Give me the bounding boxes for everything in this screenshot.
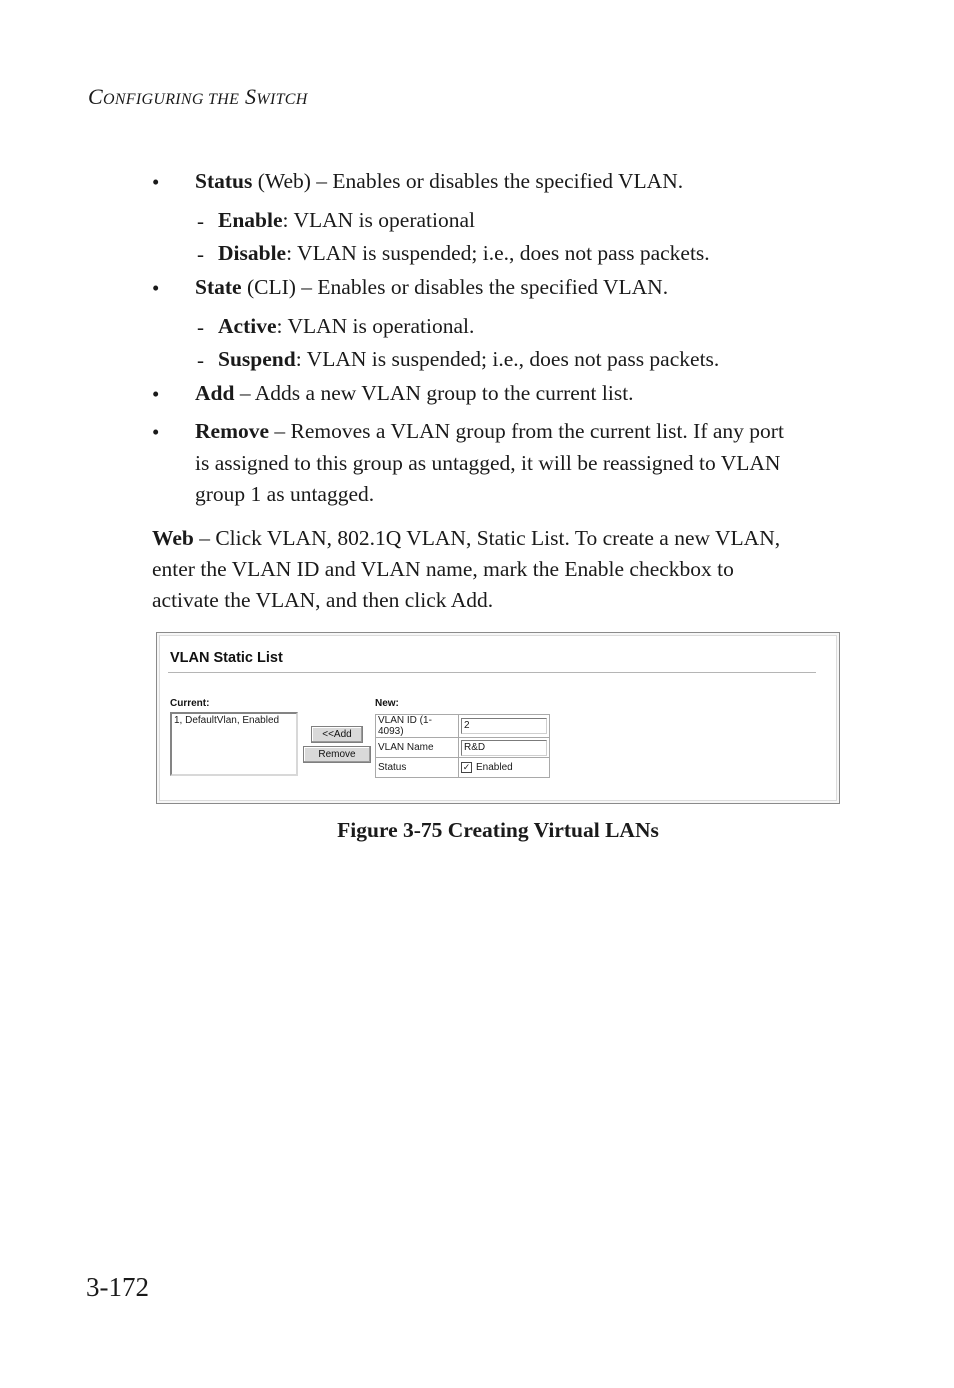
- running-header: CONFIGURING THE SWITCH: [88, 84, 308, 109]
- sub-active: Active: VLAN is operational.: [218, 314, 475, 338]
- bullet-remove: Remove – Removes a VLAN group from the current list. If any port: [195, 419, 784, 443]
- bullet-marker: •: [152, 382, 160, 406]
- enabled-checkbox-label: Enabled: [476, 762, 513, 774]
- vlan-static-list-figure: [156, 632, 840, 804]
- title-divider: [168, 672, 816, 673]
- bullet-marker: •: [152, 420, 160, 444]
- figure-panel: [159, 635, 837, 801]
- status-label: Status: [376, 758, 459, 778]
- bullet-remove-line3: group 1 as untagged.: [195, 482, 375, 506]
- dash-marker: -: [197, 242, 204, 266]
- vlan-name-input[interactable]: R&D: [461, 740, 547, 756]
- web-paragraph: Web – Click VLAN, 802.1Q VLAN, Static List. To create a new VLAN,: [152, 526, 781, 550]
- remove-button[interactable]: Remove: [303, 746, 371, 763]
- vlan-id-input[interactable]: 2: [461, 718, 547, 734]
- bullet-state: State (CLI) – Enables or disables the specified VLAN.: [195, 275, 669, 299]
- dash-marker: -: [197, 348, 204, 372]
- bullet-marker: •: [152, 170, 160, 194]
- list-item[interactable]: 1, DefaultVlan, Enabled: [174, 715, 280, 726]
- sub-disable: Disable: VLAN is suspended; i.e., does not pass packets.: [218, 241, 710, 265]
- current-vlan-list[interactable]: [170, 712, 298, 776]
- vlan-id-label: VLAN ID (1-4093): [376, 715, 459, 738]
- current-label: Current:: [170, 698, 210, 709]
- bullet-status: Status (Web) – Enables or disables the specified VLAN.: [195, 169, 684, 193]
- new-vlan-form: [375, 714, 550, 778]
- sub-suspend: Suspend: VLAN is suspended; i.e., does not pass packets.: [218, 347, 720, 371]
- page-number: 3-172: [86, 1272, 149, 1302]
- figure-caption: Figure 3-75 Creating Virtual LANs: [337, 818, 659, 842]
- web-paragraph-line3: activate the VLAN, and then click Add.: [152, 588, 494, 612]
- figure-title: VLAN Static List: [170, 650, 283, 666]
- web-paragraph-line2: enter the VLAN ID and VLAN name, mark the Enable checkbox to: [152, 557, 734, 581]
- bullet-add: Add – Adds a new VLAN group to the current list.: [195, 381, 634, 405]
- add-button[interactable]: <<Add: [311, 726, 363, 743]
- bullet-marker: •: [152, 276, 160, 300]
- enabled-checkbox[interactable]: ✓: [462, 761, 471, 772]
- new-label: New:: [375, 698, 399, 709]
- sub-enable: Enable: VLAN is operational: [218, 208, 476, 232]
- dash-marker: -: [197, 209, 204, 233]
- bullet-remove-line2: is assigned to this group as untagged, it will be reassigned to VLAN: [195, 451, 781, 475]
- dash-marker: -: [197, 315, 204, 339]
- vlan-name-label: VLAN Name: [376, 738, 459, 758]
